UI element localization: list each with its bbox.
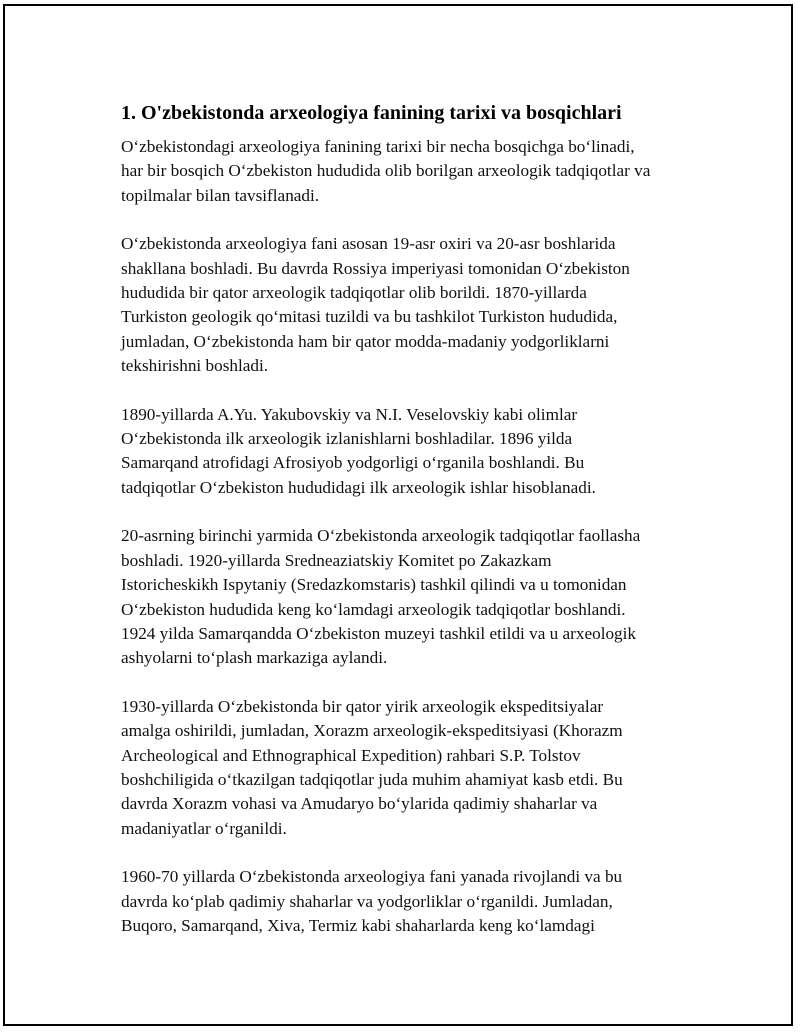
section-heading: 1. O'zbekistonda arxeologiya fanining tarixi va bosqichlari	[121, 102, 622, 124]
text-line: ashyolarni to‘plash markaziga aylandi.	[121, 648, 388, 668]
paragraph-origins	[121, 232, 701, 378]
text-line: shakllana boshladi. Bu davrda Rossiya imperiyasi tomonidan O‘zbekiston	[121, 258, 630, 278]
text-line: amalga oshirildi, jumladan, Xorazm arxeologik-ekspeditsiyasi (Khorazm	[121, 721, 623, 741]
text-line: har bir bosqich O‘zbekiston hududida olib borilgan arxeologik tadqiqotlar va	[121, 161, 651, 181]
text-line: Buqoro, Samarqand, Xiva, Termiz kabi shaharlarda keng ko‘lamdagi	[121, 915, 595, 935]
text-line: 1890-yillarda A.Yu. Yakubovskiy va N.I. Veselovskiy kabi olimlar	[121, 404, 578, 424]
paragraph-early-20th-century	[121, 524, 701, 670]
text-line: topilmalar bilan tavsiflanadi.	[121, 185, 320, 205]
paragraph-intro	[121, 135, 701, 208]
text-line: 1930-yillarda O‘zbekistonda bir qator yirik arxeologik ekspeditsiyalar	[121, 696, 604, 716]
text-line: O‘zbekistonda ilk arxeologik izlanishlarni boshladilar. 1896 yilda	[121, 429, 573, 449]
text-line: Samarqand atrofidagi Afrosiyob yodgorligi o‘rganila boshlandi. Bu	[121, 453, 585, 473]
paragraph-1930s	[121, 695, 701, 841]
paragraph-1960s-70s	[121, 865, 701, 938]
text-line: tekshirishni boshladi.	[121, 356, 269, 376]
text-line: 20-asrning birinchi yarmida O‘zbekistonda arxeologik tadqiqotlar faollasha	[121, 526, 641, 546]
text-line: boshchiligida o‘tkazilgan tadqiqotlar juda muhim ahamiyat kasb etdi. Bu	[121, 769, 623, 789]
text-line: davrda Xorazm vohasi va Amudaryo bo‘ylarida qadimiy shaharlar va	[121, 794, 598, 814]
text-line: boshladi. 1920-yillarda Sredneaziatskiy Komitet po Zakazkam	[121, 550, 552, 570]
text-line: 1960-70 yillarda O‘zbekistonda arxeologiya fani yanada rivojlandi va bu	[121, 867, 623, 887]
text-line: madaniyatlar o‘rganildi.	[121, 818, 287, 838]
text-line: 1924 yilda Samarqandda O‘zbekiston muzeyi tashkil etildi va u arxeologik	[121, 623, 637, 643]
document-page	[3, 4, 793, 1026]
text-line: jumladan, O‘zbekistonda ham bir qator modda-madaniy yodgorliklarni	[121, 331, 610, 351]
paragraph-1890s	[121, 403, 701, 501]
text-line: davrda ko‘plab qadimiy shaharlar va yodgorliklar o‘rganildi. Jumladan,	[121, 891, 613, 911]
text-line: O‘zbekistondagi arxeologiya fanining tarixi bir necha bosqichga bo‘linadi,	[121, 137, 635, 156]
text-line: Istoricheskikh Ispytaniy (Sredazkomstaris) tashkil qilindi va u tomonidan	[121, 575, 627, 595]
text-line: Archeological and Ethnographical Expedition) rahbari S.P. Tolstov	[121, 745, 581, 765]
document-body	[121, 100, 701, 962]
text-line: Turkiston geologik qo‘mitasi tuzildi va bu tashkilot Turkiston hududida,	[121, 307, 618, 327]
text-line: O‘zbekistonda arxeologiya fani asosan 19-asr oxiri va 20-asr boshlarida	[121, 234, 616, 254]
text-line: tadqiqotlar O‘zbekiston hududidagi ilk arxeologik ishlar hisoblanadi.	[121, 477, 596, 497]
text-line: O‘zbekiston hududida keng ko‘lamdagi arxeologik tadqiqotlar boshlandi.	[121, 599, 626, 619]
text-line: hududida bir qator arxeologik tadqiqotlar olib borildi. 1870-yillarda	[121, 283, 587, 303]
